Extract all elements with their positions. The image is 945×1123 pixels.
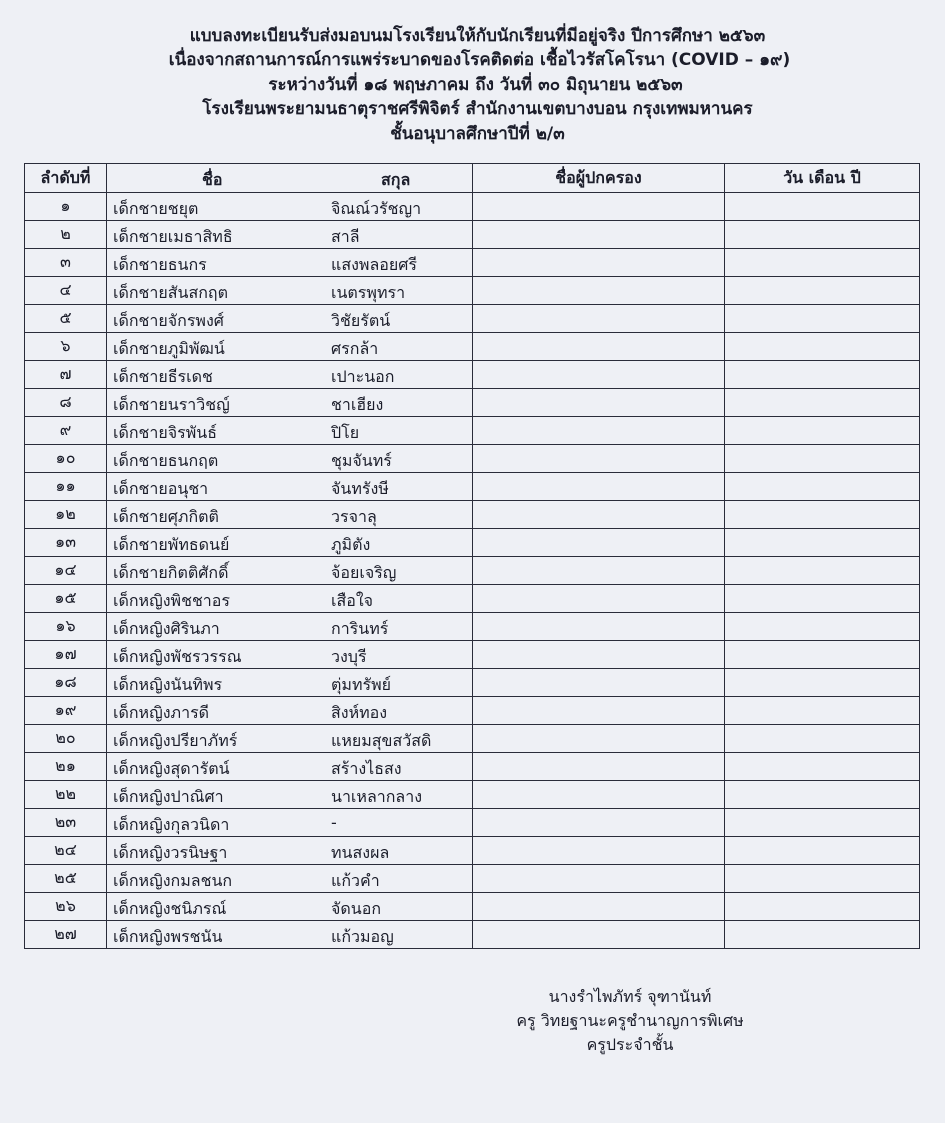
student-name-cell [107,529,473,557]
date-cell[interactable] [725,277,920,305]
guardian-cell[interactable] [473,641,725,669]
student-last-name: วรจาลุ [331,507,377,526]
table-row [25,221,920,249]
table-row [25,501,920,529]
student-name-cell [107,669,473,697]
student-first-name: เด็กชายธนกร [113,255,207,274]
student-first-name: เด็กชายพัทธดนย์ [113,535,230,554]
student-last-name: แสงพลอยศรี [331,255,417,274]
date-cell[interactable] [725,221,920,249]
table-header-row [25,164,920,193]
date-cell[interactable] [725,193,920,221]
student-last-name: การินทร์ [331,619,389,638]
row-number: ๗ [25,361,107,389]
student-name-cell [107,501,473,529]
student-first-name: เด็กชายจักรพงศ์ [113,311,224,330]
signer-position: ครู วิทยฐานะครูชำนาญการพิเศษ [516,1011,744,1030]
student-last-name: จ้อยเจริญ [331,563,397,582]
guardian-cell[interactable] [473,837,725,865]
student-first-name: เด็กชายธนกฤต [113,451,219,470]
document-header [0,24,945,146]
student-last-name: วงบุรี [331,647,367,666]
student-last-name: ตุ่มทรัพย์ [331,675,391,694]
student-name-cell [107,585,473,613]
table-row [25,781,920,809]
student-last-name: จันทรังษี [331,479,389,498]
row-number: ๒๖ [25,893,107,921]
guardian-cell[interactable] [473,809,725,837]
date-cell[interactable] [725,445,920,473]
table-body [25,193,920,949]
table-row [25,921,920,949]
row-number: ๒๗ [25,921,107,949]
row-number: ๑๑ [25,473,107,501]
table-row [25,809,920,837]
table-row [25,669,920,697]
date-cell[interactable] [725,417,920,445]
student-first-name: เด็กชายศุภกิตติ [113,507,219,526]
student-last-name: เสือใจ [331,591,374,610]
student-first-name: เด็กหญิงนันทิพร [113,675,223,694]
table-row [25,193,920,221]
table-row [25,445,920,473]
date-cell[interactable] [725,865,920,893]
signature-block [440,985,820,1057]
row-number: ๑๓ [25,529,107,557]
date-cell[interactable] [725,585,920,613]
student-name-cell [107,893,473,921]
guardian-cell[interactable] [473,697,725,725]
table-row [25,361,920,389]
signer-role: ครูประจำชั้น [586,1035,674,1054]
student-name-cell [107,389,473,417]
student-first-name: เด็กชายเมธาสิทธิ [113,227,233,246]
header-school: โรงเรียนพระยามนธาตุราชศรีพิจิตร์ สำนักงานเขตบางบอน กรุงเทพมหานคร [202,99,753,120]
guardian-cell[interactable] [473,725,725,753]
row-number: ๒๕ [25,865,107,893]
student-name-cell [107,725,473,753]
table-row [25,725,920,753]
guardian-cell[interactable] [473,669,725,697]
student-last-name: ทนสงผล [331,843,390,862]
student-name-cell [107,641,473,669]
date-cell[interactable] [725,361,920,389]
table-row [25,557,920,585]
date-cell[interactable] [725,893,920,921]
row-number: ๑๖ [25,613,107,641]
student-last-name: แก้วมอญ [331,927,394,946]
guardian-cell[interactable] [473,501,725,529]
guardian-cell[interactable] [473,249,725,277]
student-name-cell [107,417,473,445]
row-number: ๑๙ [25,697,107,725]
student-first-name: เด็กชายสันสกฤต [113,283,228,302]
header-title: แบบลงทะเบียนรับส่งมอบนมโรงเรียนให้กับนักเรียนที่มีอยู่จริง ปีการศึกษา ๒๕๖๓ [189,26,766,46]
student-first-name: เด็กหญิงชนิภรณ์ [113,899,227,918]
student-first-name: เด็กหญิงวรนิษฐา [113,843,228,862]
student-name-cell [107,193,473,221]
student-name-cell [107,753,473,781]
student-first-name: เด็กชายจิรพันธ์ [113,423,217,442]
guardian-cell[interactable] [473,305,725,333]
student-name-cell [107,473,473,501]
student-roster-table [24,163,920,949]
row-number: ๒๐ [25,725,107,753]
student-last-name: เนตรพุทรา [331,283,406,302]
student-name-cell [107,333,473,361]
table-row [25,585,920,613]
date-cell[interactable] [725,249,920,277]
row-number: ๕ [25,305,107,333]
student-last-name: - [331,813,337,832]
row-number: ๒ [25,221,107,249]
header-date: วัน เดือน ปี [725,164,920,193]
guardian-cell[interactable] [473,585,725,613]
guardian-cell[interactable] [473,529,725,557]
student-first-name: เด็กชายภูมิพัฒน์ [113,339,225,358]
table-row [25,389,920,417]
table-row [25,837,920,865]
student-first-name: เด็กชายธีรเดช [113,367,213,386]
student-first-name: เด็กชายชยุต [113,199,199,218]
date-cell[interactable] [725,613,920,641]
date-cell[interactable] [725,837,920,865]
guardian-cell[interactable] [473,921,725,949]
student-name-cell [107,557,473,585]
student-last-name: วิชัยรัตน์ [331,311,391,330]
guardian-cell[interactable] [473,893,725,921]
date-cell[interactable] [725,557,920,585]
student-last-name: ปิโย [331,423,360,442]
date-cell[interactable] [725,753,920,781]
date-cell[interactable] [725,305,920,333]
row-number: ๑๕ [25,585,107,613]
student-last-name: แก้วคำ [331,871,380,890]
row-number: ๙ [25,417,107,445]
signer-name: นางรำไพภัทร์ จุฑานันท์ [548,987,712,1006]
student-first-name: เด็กหญิงปรียาภัทร์ [113,731,238,750]
table-row [25,249,920,277]
row-number: ๒๔ [25,837,107,865]
student-name-cell [107,613,473,641]
header-first-name: ชื่อ [202,170,223,189]
student-name-cell [107,305,473,333]
row-number: ๑๗ [25,641,107,669]
student-name-cell [107,865,473,893]
header-guardian: ชื่อผู้ปกครอง [473,164,725,193]
table-row [25,753,920,781]
student-first-name: เด็กชายนราวิชญ์ [113,395,230,414]
table-row [25,865,920,893]
guardian-cell[interactable] [473,417,725,445]
header-period: ระหว่างวันที่ ๑๘ พฤษภาคม ถึง วันที่ ๓๐ มิถุนายน ๒๕๖๓ [268,74,683,95]
row-number: ๑๔ [25,557,107,585]
row-number: ๒๒ [25,781,107,809]
guardian-cell[interactable] [473,445,725,473]
header-class: ชั้นอนุบาลศึกษาปีที่ ๒/๓ [390,123,565,144]
date-cell[interactable] [725,809,920,837]
date-cell[interactable] [725,529,920,557]
date-cell[interactable] [725,333,920,361]
student-last-name: จัดนอก [331,899,381,918]
row-number: ๒๑ [25,753,107,781]
guardian-cell[interactable] [473,221,725,249]
student-name-cell [107,697,473,725]
date-cell[interactable] [725,389,920,417]
date-cell[interactable] [725,921,920,949]
student-last-name: ชาเฮียง [331,395,384,414]
guardian-cell[interactable] [473,193,725,221]
guardian-cell[interactable] [473,753,725,781]
student-first-name: เด็กหญิงปาณิศา [113,787,224,806]
guardian-cell[interactable] [473,277,725,305]
row-number: ๑ [25,193,107,221]
guardian-cell[interactable] [473,613,725,641]
guardian-cell[interactable] [473,389,725,417]
table-row [25,277,920,305]
student-name-cell [107,809,473,837]
date-cell[interactable] [725,725,920,753]
student-last-name: สร้างไธสง [331,759,402,778]
date-cell[interactable] [725,501,920,529]
student-first-name: เด็กหญิงกุลวนิดา [113,815,230,834]
student-first-name: เด็กหญิงพิชชาอร [113,591,230,610]
student-last-name: เปาะนอก [331,367,395,386]
guardian-cell[interactable] [473,473,725,501]
row-number: ๑๘ [25,669,107,697]
table-row [25,613,920,641]
student-first-name: เด็กหญิงกมลชนก [113,871,233,890]
student-last-name: นาเหลากลาง [331,787,423,806]
student-last-name: จิณณ์วรัชญา [331,199,422,218]
date-cell[interactable] [725,669,920,697]
table-row [25,417,920,445]
table-row [25,697,920,725]
table-row [25,473,920,501]
student-last-name: ชุมจันทร์ [331,451,392,470]
table-row [25,305,920,333]
student-name-cell [107,781,473,809]
guardian-cell[interactable] [473,865,725,893]
row-number: ๑๐ [25,445,107,473]
guardian-cell[interactable] [473,557,725,585]
student-name-cell [107,249,473,277]
row-number: ๔ [25,277,107,305]
guardian-cell[interactable] [473,781,725,809]
row-number: ๖ [25,333,107,361]
student-first-name: เด็กชายกิตติศักดิ์ [113,563,229,582]
row-number: ๓ [25,249,107,277]
date-cell[interactable] [725,473,920,501]
student-first-name: เด็กหญิงพัชรวรรณ [113,647,242,666]
student-name-cell [107,921,473,949]
header-last-name: สกุล [381,170,411,189]
row-number: ๑๒ [25,501,107,529]
student-name-cell [107,445,473,473]
student-first-name: เด็กหญิงศิรินภา [113,619,220,638]
header-student-name [107,164,473,193]
table-row [25,333,920,361]
date-cell[interactable] [725,697,920,725]
table-row [25,641,920,669]
table-row [25,893,920,921]
row-number: ๘ [25,389,107,417]
date-cell[interactable] [725,781,920,809]
guardian-cell[interactable] [473,361,725,389]
student-first-name: เด็กชายอนุชา [113,479,209,498]
student-last-name: ภูมิตัง [331,535,371,554]
student-last-name: ศรกล้า [331,339,379,358]
student-name-cell [107,277,473,305]
guardian-cell[interactable] [473,333,725,361]
table-row [25,529,920,557]
student-name-cell [107,221,473,249]
student-name-cell [107,361,473,389]
header-reason: เนื่องจากสถานการณ์การแพร่ระบาดของโรคติดต่อ เชื้อไวรัสโคโรนา (COVID – ๑๙) [168,50,791,71]
student-last-name: สาลี [331,227,360,246]
date-cell[interactable] [725,641,920,669]
student-first-name: เด็กหญิงภารดี [113,703,210,722]
header-number: ลำดับที่ [25,164,107,193]
row-number: ๒๓ [25,809,107,837]
student-last-name: แหยมสุขสวัสดิ [331,731,432,750]
student-last-name: สิงห์ทอง [331,703,388,722]
student-name-cell [107,837,473,865]
student-first-name: เด็กหญิงพรชนัน [113,927,223,946]
student-first-name: เด็กหญิงสุดารัตน์ [113,759,230,778]
